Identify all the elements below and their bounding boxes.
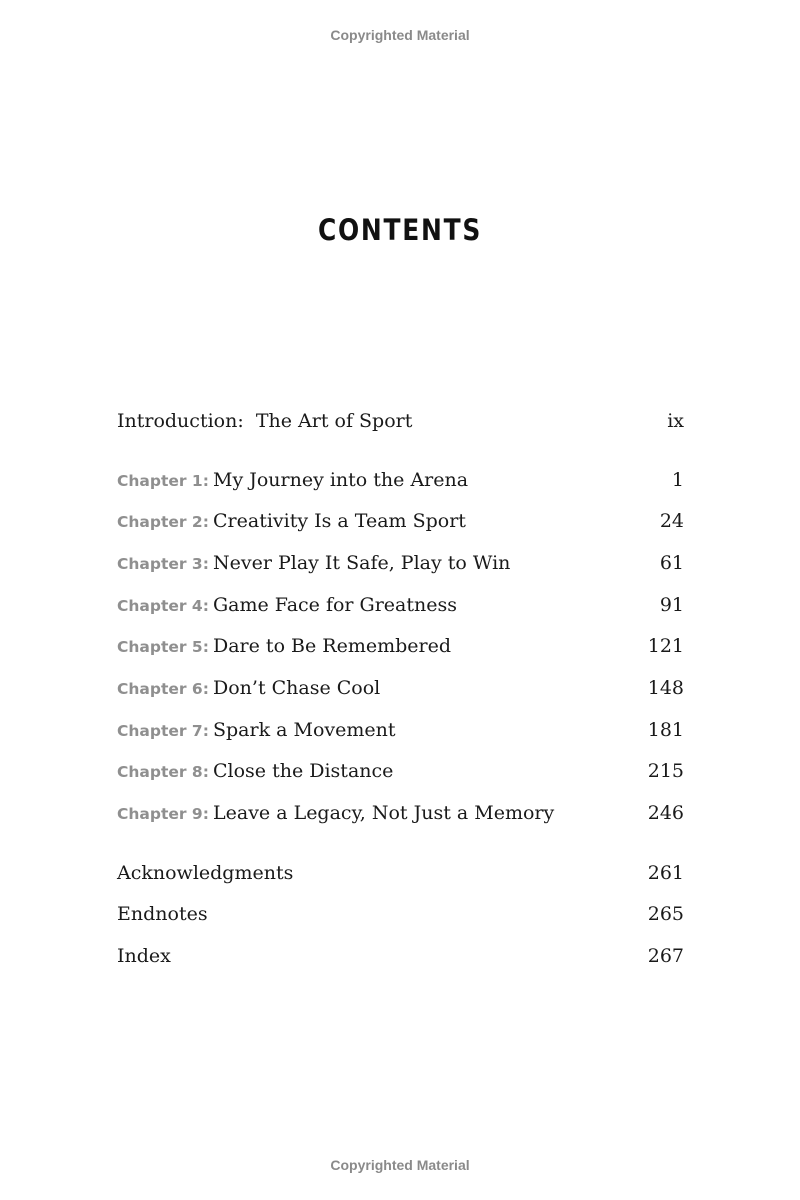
chapter-label: Chapter 7: <box>117 722 209 740</box>
toc-entry-title: Game Face for Greatness <box>213 594 457 616</box>
toc-entry-page: 181 <box>647 719 684 741</box>
copyright-watermark-top: Copyrighted Material <box>330 27 470 43</box>
toc-entry-title: Never Play It Safe, Play to Win <box>213 552 511 574</box>
toc-entry-index[interactable] <box>117 945 684 975</box>
toc-entry-page: 215 <box>647 760 684 782</box>
toc-entry-introduction[interactable] <box>117 410 684 440</box>
toc-entry-title: Leave a Legacy, Not Just a Memory <box>213 802 555 824</box>
toc-entry-page: 61 <box>659 552 684 574</box>
toc-entry-title: My Journey into the Arena <box>213 469 469 491</box>
toc-entry-chapter-6[interactable] <box>117 677 684 707</box>
toc-entry-page: ix <box>667 410 684 432</box>
toc-entry-title: Acknowledgments <box>117 862 294 884</box>
toc-entry-title: Index <box>117 945 171 967</box>
copyright-watermark-bottom: Copyrighted Material <box>330 1157 470 1173</box>
toc-entry-chapter-3[interactable] <box>117 552 684 582</box>
chapter-label: Chapter 2: <box>117 513 209 531</box>
page-title: CONTENTS <box>317 213 483 247</box>
chapter-label: Chapter 8: <box>117 763 209 781</box>
toc-entry-chapter-9[interactable] <box>117 802 684 832</box>
chapter-label: Chapter 3: <box>117 555 209 573</box>
chapter-label: Chapter 5: <box>117 638 209 656</box>
toc-entry-title: The Art of Sport <box>255 410 413 432</box>
toc-entry-chapter-4[interactable] <box>117 594 684 624</box>
toc-entry-page: 148 <box>647 677 684 699</box>
chapter-label: Chapter 1: <box>117 472 209 490</box>
toc-entry-title: Creativity Is a Team Sport <box>213 510 466 532</box>
table-of-contents <box>117 0 684 1200</box>
toc-entry-chapter-1[interactable] <box>117 469 684 499</box>
toc-entry-chapter-5[interactable] <box>117 635 684 665</box>
toc-entry-title: Spark a Movement <box>213 719 396 741</box>
toc-entry-page: 1 <box>671 469 684 491</box>
toc-entry-acknowledgments[interactable] <box>117 862 684 892</box>
toc-entry-page: 267 <box>647 945 684 967</box>
toc-entry-page: 246 <box>647 802 684 824</box>
chapter-label: Chapter 6: <box>117 680 209 698</box>
chapter-label: Chapter 9: <box>117 805 209 823</box>
toc-entry-page: 265 <box>647 903 684 925</box>
toc-entry-endnotes[interactable] <box>117 903 684 933</box>
toc-entry-title: Endnotes <box>117 903 208 925</box>
toc-entry-title: Close the Distance <box>213 760 394 782</box>
toc-entry-chapter-8[interactable] <box>117 760 684 790</box>
toc-entry-page: 91 <box>659 594 684 616</box>
toc-entry-title: Don’t Chase Cool <box>213 677 381 699</box>
toc-entry-chapter-2[interactable] <box>117 510 684 540</box>
chapter-label: Chapter 4: <box>117 597 209 615</box>
toc-entry-chapter-7[interactable] <box>117 719 684 749</box>
toc-entry-page: 121 <box>647 635 684 657</box>
toc-entry-prefix: Introduction: <box>117 410 244 432</box>
toc-entry-title: Dare to Be Remembered <box>213 635 452 657</box>
toc-entry-page: 24 <box>659 510 684 532</box>
toc-entry-page: 261 <box>647 862 684 884</box>
